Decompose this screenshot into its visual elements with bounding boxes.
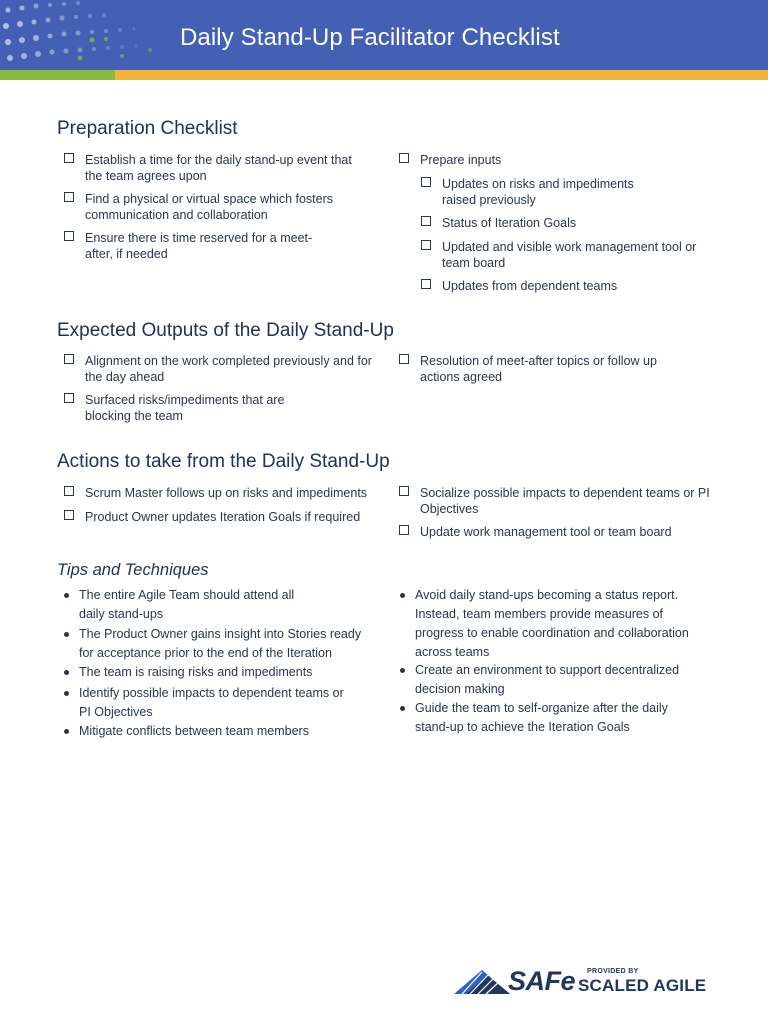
- checkbox-icon[interactable]: [64, 354, 74, 364]
- section-title-actions: Actions to take from the Daily Stand-Up: [57, 451, 390, 472]
- safe-mountain-icon: [452, 966, 512, 996]
- bullet-icon: [64, 593, 69, 598]
- checkbox-icon[interactable]: [64, 192, 74, 202]
- bullet-icon: [64, 691, 69, 696]
- checkbox-icon[interactable]: [399, 486, 409, 496]
- bullet-icon: [400, 706, 405, 711]
- checkbox-icon[interactable]: [421, 216, 431, 226]
- checkbox-icon[interactable]: [64, 393, 74, 403]
- provided-by-label: PROVIDED BY: [587, 968, 639, 975]
- checkbox-icon[interactable]: [421, 240, 431, 250]
- company-name: SCALED AGILE: [578, 976, 707, 995]
- page-title: Daily Stand-Up Facilitator Checklist: [180, 24, 560, 51]
- bullet-icon: [400, 668, 405, 673]
- safe-logo-text: SAFe: [508, 966, 576, 996]
- checkbox-icon[interactable]: [399, 354, 409, 364]
- safe-logo: [452, 964, 722, 1000]
- section-title-outputs: Expected Outputs of the Daily Stand-Up: [57, 320, 394, 341]
- checkbox-icon[interactable]: [399, 153, 409, 163]
- header-banner: [0, 0, 768, 70]
- checkbox-icon[interactable]: [421, 279, 431, 289]
- section-title-preparation: Preparation Checklist: [57, 118, 238, 139]
- checkbox-icon[interactable]: [64, 231, 74, 241]
- checkbox-icon[interactable]: [64, 510, 74, 520]
- section-title-tips: Tips and Techniques: [57, 561, 209, 579]
- checkbox-icon[interactable]: [399, 525, 409, 535]
- accent-bar-orange: [115, 70, 768, 80]
- bullet-icon: [64, 632, 69, 637]
- dot-pattern-graphic: [0, 0, 180, 70]
- bullet-icon: [64, 670, 69, 675]
- accent-bar-green: [0, 70, 115, 80]
- checkbox-icon[interactable]: [421, 177, 431, 187]
- accent-bar: [0, 70, 768, 80]
- checkbox-icon[interactable]: [64, 153, 74, 163]
- bullet-icon: [400, 593, 405, 598]
- checkbox-icon[interactable]: [64, 486, 74, 496]
- bullet-icon: [64, 729, 69, 734]
